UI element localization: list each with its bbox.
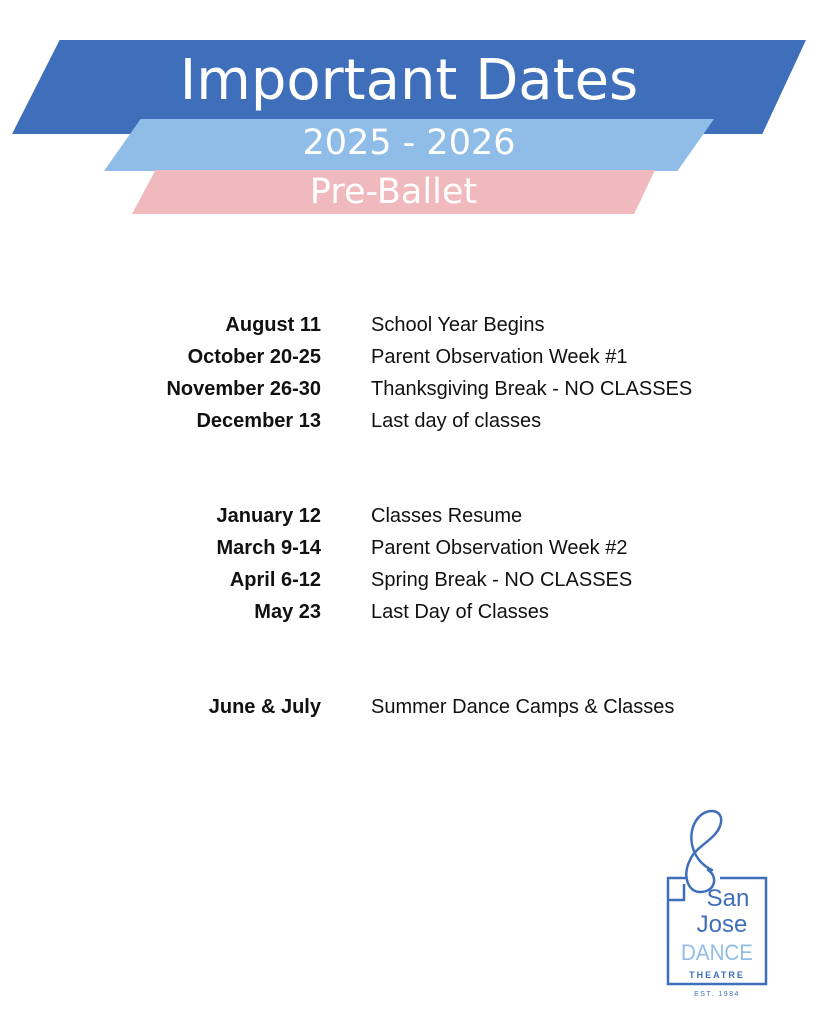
event-label: Parent Observation Week #1 xyxy=(371,346,628,368)
date-row xyxy=(0,410,819,442)
date-label: January 12 xyxy=(216,505,321,527)
class-level: Pre-Ballet xyxy=(309,172,478,212)
date-label: November 26-30 xyxy=(166,378,321,400)
summer-dates xyxy=(0,696,819,728)
logo-line-san: San xyxy=(706,885,750,912)
event-label: Summer Dance Camps & Classes xyxy=(371,696,675,718)
event-label: Last Day of Classes xyxy=(371,601,549,623)
event-label: Spring Break - NO CLASSES xyxy=(371,569,633,591)
year-banner xyxy=(104,119,714,171)
logo-line-dance: DANCE xyxy=(681,940,753,965)
date-row xyxy=(0,537,819,569)
date-row xyxy=(0,569,819,601)
event-label: Classes Resume xyxy=(371,505,523,527)
logo-inner-frame-icon xyxy=(668,884,684,900)
fall-dates xyxy=(0,314,819,442)
logo-line-theatre: THEATRE xyxy=(689,970,745,980)
date-label: June & July xyxy=(208,696,321,718)
date-label: April 6-12 xyxy=(229,569,321,591)
date-row xyxy=(0,346,819,378)
event-label: School Year Begins xyxy=(371,314,545,336)
page-title: Important Dates xyxy=(179,48,639,113)
date-row xyxy=(0,601,819,633)
date-row xyxy=(0,314,819,346)
event-label: Parent Observation Week #2 xyxy=(371,537,628,559)
date-label: May 23 xyxy=(254,601,321,623)
date-row xyxy=(0,505,819,537)
spring-dates xyxy=(0,505,819,633)
date-row xyxy=(0,696,819,728)
school-year: 2025 - 2026 xyxy=(302,123,516,163)
level-banner xyxy=(132,170,655,214)
san-jose-dance-theatre-logo xyxy=(660,808,770,1000)
event-label: Last day of classes xyxy=(371,410,542,432)
logo-est: EST. 1984 xyxy=(694,991,740,998)
date-label: March 9-14 xyxy=(216,537,321,559)
date-label: December 13 xyxy=(196,410,321,432)
date-label: August 11 xyxy=(225,314,321,336)
date-label: October 20-25 xyxy=(187,346,321,368)
date-row xyxy=(0,378,819,410)
logo-swirl-icon xyxy=(686,811,721,892)
event-label: Thanksgiving Break - NO CLASSES xyxy=(371,378,693,400)
logo-line-jose: Jose xyxy=(696,911,748,938)
